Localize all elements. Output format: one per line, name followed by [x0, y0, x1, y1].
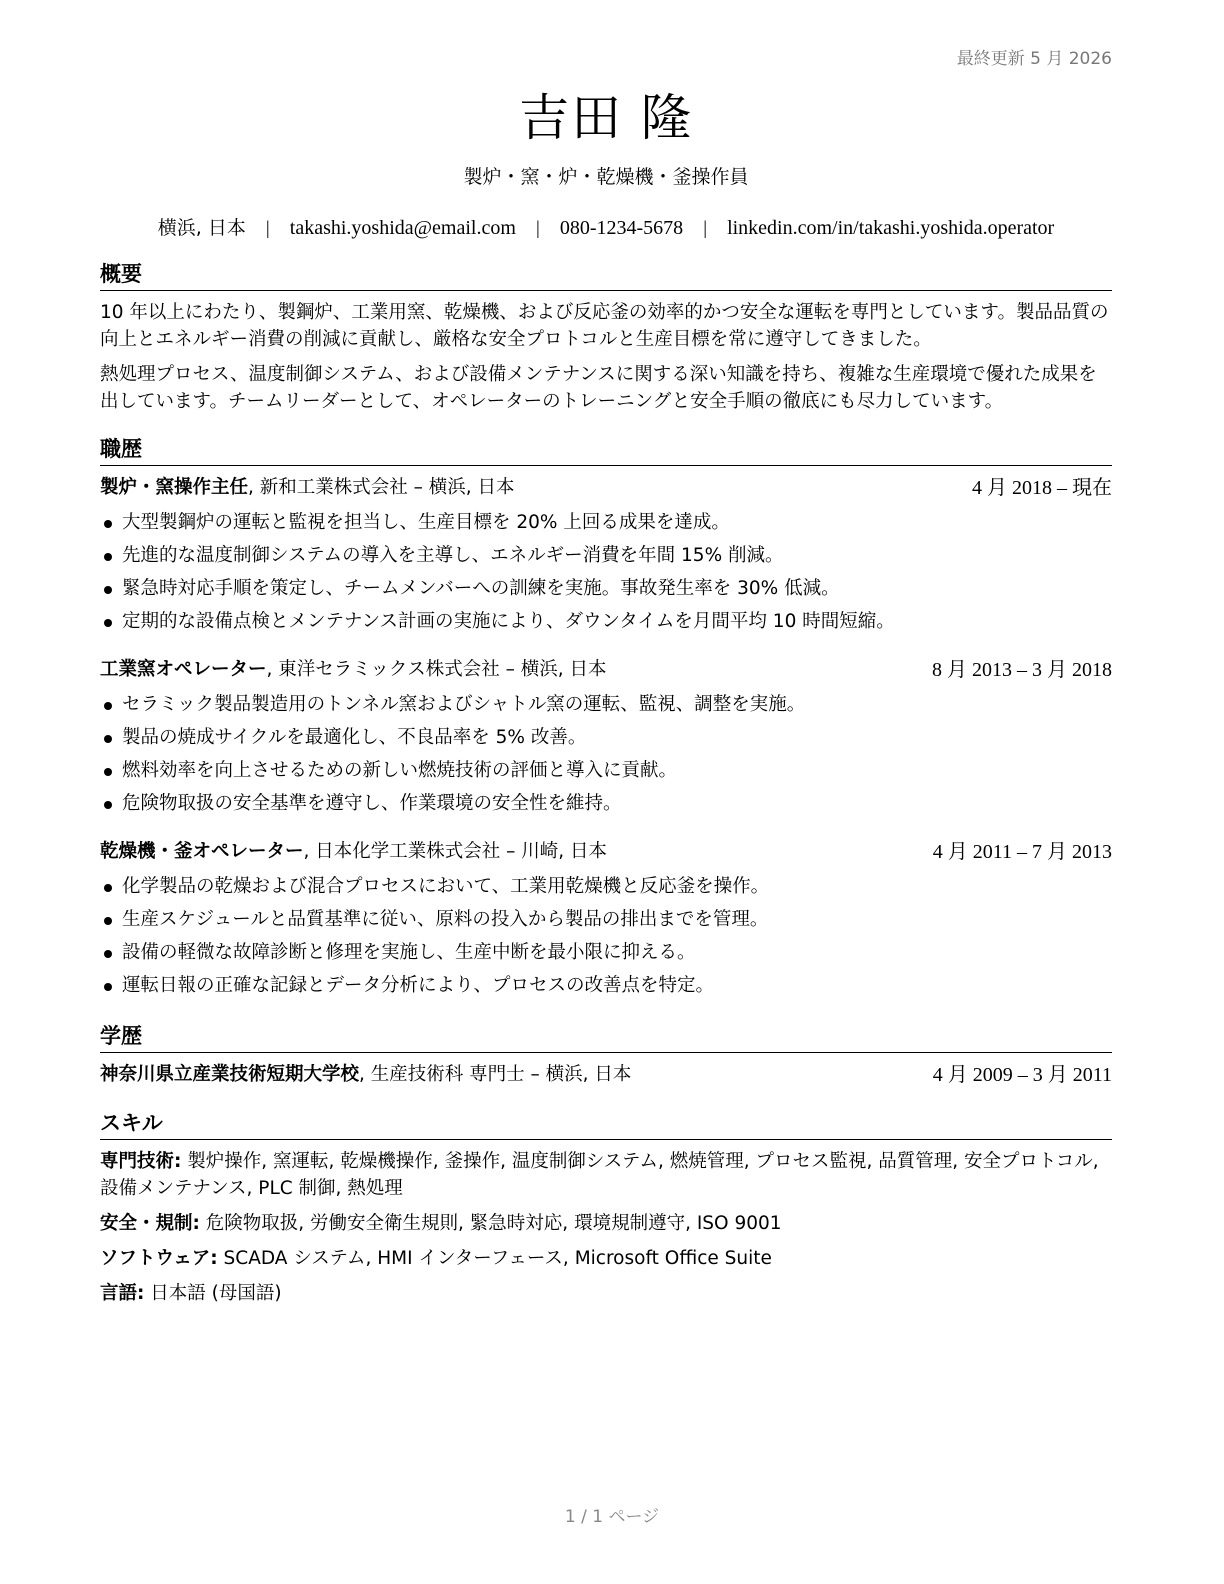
- list-item: 製品の焼成サイクルを最適化し、不良品率を 5% 改善。: [100, 721, 1112, 754]
- job-bullets: [100, 870, 1112, 1002]
- contact-separator: |: [265, 218, 270, 239]
- education-detail: , 生産技術科 専門士 – 横浜, 日本: [359, 1064, 632, 1085]
- skill-value: 危険物取扱, 労働安全衛生規則, 緊急時対応, 環境規制遵守, ISO 9001: [199, 1213, 782, 1234]
- list-item: セラミック製品製造用のトンネル窯およびシャトル窯の運転、監視、調整を実施。: [100, 688, 1112, 721]
- job-entry: [100, 656, 1112, 820]
- list-item: 生産スケジュールと品質基準に従い、原料の投入から製品の排出までを管理。: [100, 903, 1112, 936]
- list-item: 運転日報の正確な記録とデータ分析により、プロセスの改善点を特定。: [100, 969, 1112, 1002]
- job-org: , 新和工業株式会社 – 横浜, 日本: [248, 477, 515, 498]
- skill-label: 安全・規制:: [100, 1213, 200, 1234]
- skill-row: [100, 1280, 1112, 1307]
- summary-paragraph: 10 年以上にわたり、製鋼炉、工業用窯、乾燥機、および反応釜の効率的かつ安全な運転を専門としています。製品品質の向上とエネルギー消費の削減に貢献し、厳格な安全プロトコルと生産目標を常に遵守してきました。: [100, 302, 1109, 350]
- contact-separator: |: [535, 218, 540, 239]
- contact-line: [100, 213, 1112, 240]
- education-dates: 4 月 2009 – 3 月 2011: [932, 1064, 1112, 1086]
- job-bullets: [100, 688, 1112, 820]
- list-item: 化学製品の乾燥および混合プロセスにおいて、工業用乾燥機と反応釜を操作。: [100, 870, 1112, 903]
- list-item: 大型製鋼炉の運転と監視を担当し、生産目標を 20% 上回る成果を達成。: [100, 506, 1112, 539]
- skill-value: 日本語 (母国語): [144, 1283, 282, 1304]
- job-bullets: [100, 506, 1112, 638]
- job-title: 製炉・窯・炉・乾燥機・釜操作員: [463, 166, 749, 188]
- skill-row: [100, 1148, 1112, 1202]
- list-item: 先進的な温度制御システムの導入を主導し、エネルギー消費を年間 15% 削減。: [100, 539, 1112, 572]
- contact-location: 横浜, 日本: [157, 217, 246, 239]
- list-item: 定期的な設備点検とメンテナンス計画の実施により、ダウンタイムを月間平均 10 時間短縮。: [100, 605, 1112, 638]
- job-entry: [100, 838, 1112, 1002]
- summary-paragraph: 熱処理プロセス、温度制御システム、および設備メンテナンスに関する深い知識を持ち、複雑な生産環境で優れた成果を出しています。チームリーダーとして、オペレーターのトレーニングと安全手順の徹底にも尽力しています。: [100, 364, 1097, 412]
- list-item: 設備の軽微な故障診断と修理を実施し、生産中断を最小限に抑える。: [100, 936, 1112, 969]
- job-dates: 8 月 2013 – 3 月 2018: [932, 659, 1112, 681]
- job-dates: 4 月 2011 – 7 月 2013: [932, 841, 1112, 863]
- education-entry: [100, 1061, 1112, 1089]
- skill-row: [100, 1210, 1112, 1237]
- job-dates: 4 月 2018 – 現在: [972, 477, 1112, 499]
- job-org: , 東洋セラミックス株式会社 – 横浜, 日本: [266, 659, 607, 680]
- resume-page: [100, 40, 1112, 1315]
- skill-value: SCADA システム, HMI インターフェース, Microsoft Office Suite: [217, 1248, 772, 1269]
- candidate-name: 吉田 隆: [519, 89, 693, 147]
- skill-label: ソフトウェア:: [100, 1248, 218, 1269]
- list-item: 緊急時対応手順を策定し、チームメンバーへの訓練を実施。事故発生率を 30% 低減。: [100, 572, 1112, 605]
- job-header: [100, 656, 1112, 684]
- job-role: 工業窯オペレーター: [100, 659, 267, 680]
- job-role: 乾燥機・釜オペレーター: [100, 841, 304, 862]
- contact-linkedin[interactable]: linkedin.com/in/takashi.yoshida.operator: [727, 217, 1055, 239]
- job-org: , 日本化学工業株式会社 – 川崎, 日本: [303, 841, 608, 862]
- skill-label: 専門技術:: [100, 1151, 182, 1172]
- page-number: 1 / 1 ページ: [564, 1507, 660, 1527]
- section-heading-education: 学歴: [100, 1020, 1112, 1053]
- list-item: 燃料効率を向上させるための新しい燃焼技術の評価と導入に貢献。: [100, 754, 1112, 787]
- contact-separator: |: [703, 218, 708, 239]
- skill-row: [100, 1245, 1112, 1272]
- education-school: 神奈川県立産業技術短期大学校: [100, 1064, 360, 1085]
- section-heading-summary: 概要: [100, 258, 1112, 291]
- section-heading-skills: スキル: [100, 1107, 1112, 1140]
- job-entry: [100, 474, 1112, 638]
- contact-email[interactable]: takashi.yoshida@email.com: [289, 217, 516, 239]
- last-updated: 最終更新 5 月 2026: [956, 49, 1112, 69]
- job-header: [100, 474, 1112, 502]
- contact-phone: 080-1234-5678: [559, 217, 684, 239]
- skill-label: 言語:: [100, 1283, 145, 1304]
- job-header: [100, 838, 1112, 866]
- job-role: 製炉・窯操作主任: [100, 477, 249, 498]
- list-item: 危険物取扱の安全基準を遵守し、作業環境の安全性を維持。: [100, 787, 1112, 820]
- skill-value: 製炉操作, 窯運転, 乾燥機操作, 釜操作, 温度制御システム, 燃焼管理, プロセス監視, 品質管理, 安全プロトコル, 設備メンテナンス, PLC 制御, 熱処理: [100, 1151, 1099, 1199]
- section-heading-experience: 職歴: [100, 433, 1112, 466]
